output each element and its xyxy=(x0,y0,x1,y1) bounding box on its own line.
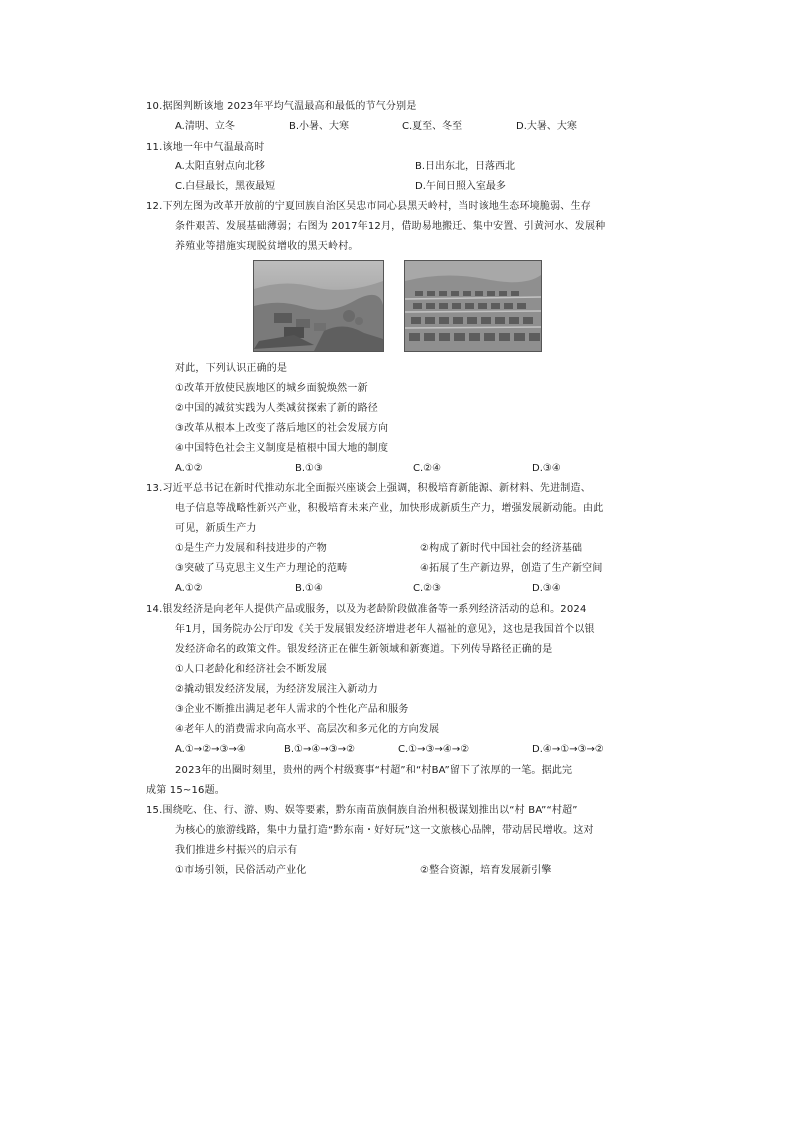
q14-option-a: A.①→②→③→④ xyxy=(175,744,246,755)
q15-statement-1: ①市场引领，民俗活动产业化 xyxy=(175,865,307,876)
q13-option-c: C.②③ xyxy=(413,583,442,594)
q11-option-d: D.午间日照入室最多 xyxy=(415,181,506,192)
q15-stem-line-1: 15.围绕吃、住、行、游、购、娱等要素，黔东南苗族侗族自治州积极谋划推出以“村 BA”“村超” xyxy=(146,805,578,816)
q10-option-c: C.夏至、冬至 xyxy=(402,121,463,132)
q12-option-b: B.①③ xyxy=(295,463,323,474)
q10-stem: 10.据图判断该地 2023年平均气温最高和最低的节气分别是 xyxy=(146,101,417,112)
village-before-image xyxy=(254,261,383,351)
q12-stem-line-2: 条件艰苦、发展基础薄弱；右图为 2017年12月，借助易地搬迁、集中安置、引黄河水、发展种 xyxy=(175,221,606,232)
q14-stem-line-1: 14.银发经济是向老年人提供产品或服务，以及为老龄阶段做准备等一系列经济活动的总和。2024 xyxy=(146,604,587,615)
material-line-2: 成第 15~16题。 xyxy=(146,785,226,796)
q13-statement-1: ①是生产力发展和科技进步的产物 xyxy=(175,543,327,554)
q14-stem-line-3: 发经济命名的政策文件。银发经济正在催生新领域和新赛道。下列传导路径正确的是 xyxy=(175,644,553,655)
village-after-image xyxy=(405,261,541,351)
q10-option-b: B.小暑、大寒 xyxy=(289,121,350,132)
q13-statement-3: ③突破了马克思主义生产力理论的范畴 xyxy=(175,563,348,574)
q12-stem-line-3: 养殖业等措施实现脱贫增收的黑天岭村。 xyxy=(175,241,359,252)
q13-stem-line-3: 可见，新质生产力 xyxy=(175,523,257,534)
q14-stem-line-2: 年1月，国务院办公厅印发《关于发展银发经济增进老年人福祉的意见》，这也是我国首个以银 xyxy=(175,624,595,635)
q12-statement-3: ③改革从根本上改变了落后地区的社会发展方向 xyxy=(175,423,389,434)
q14-option-d: D.④→①→③→② xyxy=(532,744,604,755)
q13-stem-line-2: 电子信息等战略性新兴产业，积极培育未来产业，加快形成新质生产力，增强发展新动能。由此 xyxy=(175,503,604,514)
q12-statement-2: ②中国的减贫实践为人类减贫探索了新的路径 xyxy=(175,403,378,414)
q12-option-d: D.③④ xyxy=(532,463,561,474)
q13-option-a: A.①② xyxy=(175,583,203,594)
q12-statement-4: ④中国特色社会主义制度是植根中国大地的制度 xyxy=(175,443,389,454)
q11-option-c: C.白昼最长，黑夜最短 xyxy=(175,181,276,192)
q15-statement-2: ②整合资源，培育发展新引擎 xyxy=(420,865,552,876)
q15-stem-line-3: 我们推进乡村振兴的启示有 xyxy=(175,845,298,856)
q10-option-d: D.大暑、大寒 xyxy=(516,121,577,132)
q14-option-b: B.①→④→③→② xyxy=(284,744,356,755)
q12-lead: 对此，下列认识正确的是 xyxy=(175,363,288,374)
q12-statement-1: ①改革开放使民族地区的城乡面貌焕然一新 xyxy=(175,383,368,394)
q12-right-photo-village-after xyxy=(404,260,542,352)
q11-stem: 11.该地一年中气温最高时 xyxy=(146,142,265,153)
q12-option-a: A.①② xyxy=(175,463,203,474)
q13-stem-line-1: 13.习近平总书记在新时代推动东北全面振兴座谈会上强调，积极培育新能源、新材料、先进制造、 xyxy=(146,483,591,494)
q13-option-d: D.③④ xyxy=(532,583,561,594)
q14-statement-1: ①人口老龄化和经济社会不断发展 xyxy=(175,664,327,675)
q12-option-c: C.②④ xyxy=(413,463,442,474)
q14-option-c: C.①→③→④→② xyxy=(398,744,470,755)
q15-stem-line-2: 为核心的旅游线路，集中力量打造“黔东南・好好玩”这一文旅核心品牌，带动居民增收。这对 xyxy=(175,825,594,836)
q14-statement-4: ④老年人的消费需求向高水平、高层次和多元化的方向发展 xyxy=(175,724,440,735)
q10-option-a: A.清明、立冬 xyxy=(175,121,235,132)
q14-statement-3: ③企业不断推出满足老年人需求的个性化产品和服务 xyxy=(175,704,409,715)
q13-statement-2: ②构成了新时代中国社会的经济基础 xyxy=(420,543,583,554)
q12-left-photo-village-before xyxy=(253,260,384,352)
material-line-1: 2023年的出圈时刻里，贵州的两个村级赛事“村超”和“村BA”留下了浓厚的一笔。据此完 xyxy=(175,765,573,776)
q11-option-a: A.太阳直射点向北移 xyxy=(175,161,265,172)
q14-statement-2: ②撬动银发经济发展，为经济发展注入新动力 xyxy=(175,684,378,695)
q13-statement-4: ④拓展了生产新边界，创造了生产新空间 xyxy=(420,563,603,574)
q13-option-b: B.①④ xyxy=(295,583,323,594)
q12-stem-line-1: 12.下列左图为改革开放前的宁夏回族自治区吴忠市同心县黑天岭村，当时该地生态环境脆弱、生存 xyxy=(146,201,591,212)
q11-option-b: B.日出东北，日落西北 xyxy=(415,161,516,172)
